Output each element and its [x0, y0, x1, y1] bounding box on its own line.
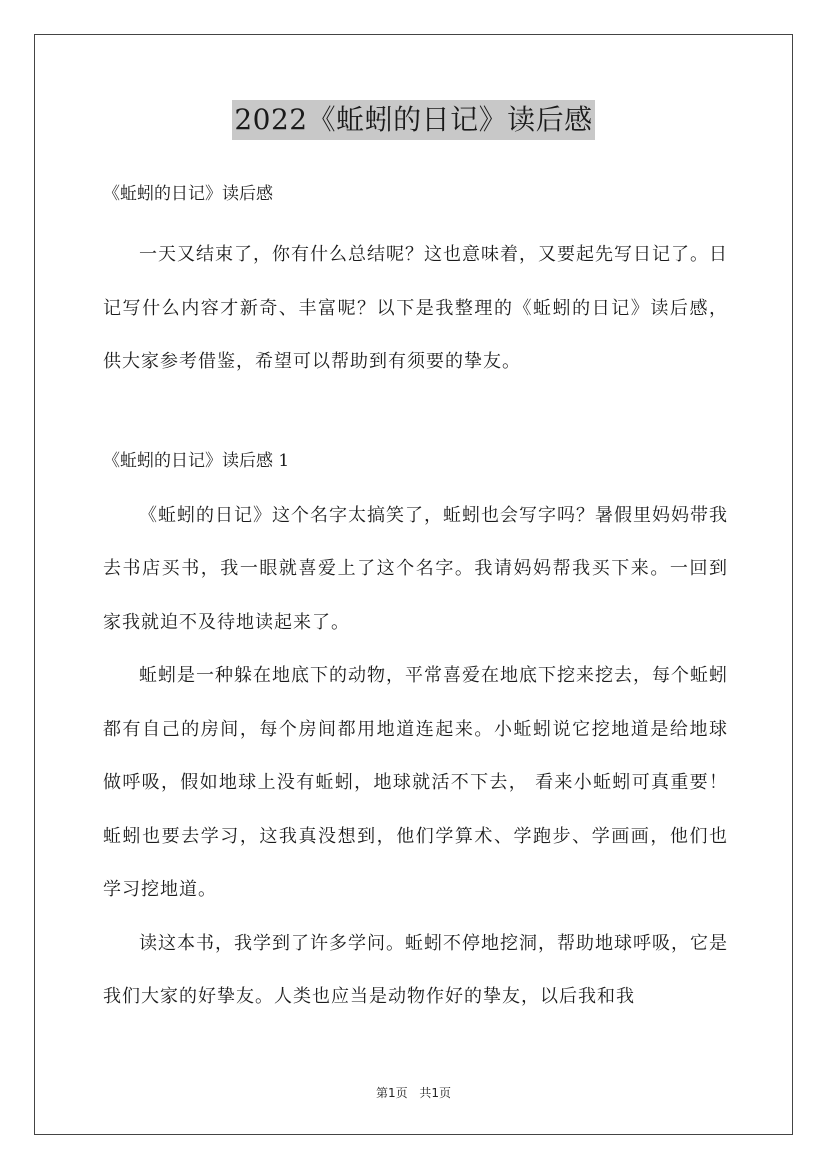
document-subtitle: 《蚯蚓的日记》读后感	[103, 184, 273, 204]
page-footer	[0, 1084, 827, 1101]
body-paragraph-3: 读这本书，我学到了许多学问。蚯蚓不停地挖洞，帮助地球呼吸，它是我们大家的好挚友。人类也应当是动物作好的挚友，以后我和我	[103, 932, 728, 1007]
document-body	[103, 176, 728, 1024]
page-number-current: 第1页	[375, 1086, 408, 1100]
body-paragraph-1: 《蚯蚓的日记》这个名字太搞笑了，蚯蚓也会写字吗？暑假里妈妈带我去书店买书，我一眼就喜爱上了这个名字。我请妈妈帮我买下来。一回到家我就迫不及待地读起来了。	[103, 504, 728, 633]
document-title: 2022《蚯蚓的日记》读后感	[232, 100, 594, 140]
section-gap	[103, 389, 728, 443]
intro-paragraph: 一天又结束了，你有什么总结呢？这也意味着，又要起先写日记了。日记写什么内容才新奇、丰富呢？以下是我整理的《蚯蚓的日记》读后感，供大家参考借鉴，希望可以帮助到有须要的挚友。	[103, 244, 728, 372]
section-heading-1: 《蚯蚓的日记》读后感 1	[103, 450, 290, 471]
page-number-total: 共1页	[419, 1086, 452, 1100]
body-paragraph-2: 蚯蚓是一种躲在地底下的动物，平常喜爱在地底下挖来挖去，每个蚯蚓都有自己的房间，每个房间都用地道连起来。小蚯蚓说它挖地道是给地球做呼吸，假如地球上没有蚯蚓，地球就活不下去， 看来小蚯蚓可真重要！蚯蚓也要去学习，这我真没想到，他们学算术、学跑步、学画画，他们也学习挖地道。	[103, 665, 728, 900]
title-container	[0, 100, 827, 140]
